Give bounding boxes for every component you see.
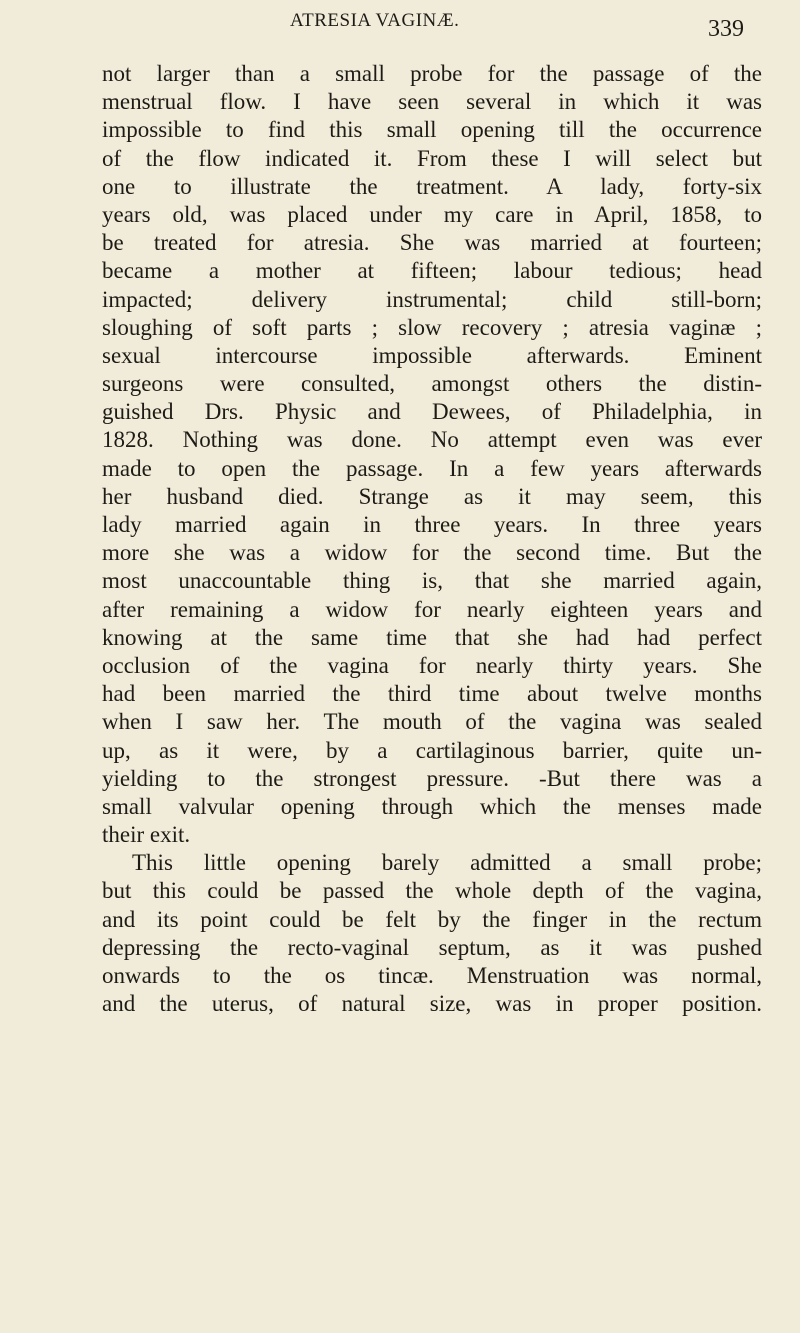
text-line: impacted; delivery instrumental; child still-born; bbox=[102, 286, 762, 312]
text-line: and the uterus, of natural size, was in proper position. bbox=[102, 991, 762, 1017]
text-line: her husband died. Strange as it may seem, this bbox=[102, 483, 762, 509]
text-line: sloughing of soft parts ; slow recovery ; atresia vaginæ ; bbox=[102, 314, 762, 340]
page-number: 339 bbox=[708, 16, 744, 42]
text-line: lady married again in three years. In three years bbox=[102, 512, 762, 537]
text-line: up, as it were, by a cartilaginous barrier, quite un- bbox=[102, 737, 762, 763]
text-line: sexual intercourse impossible afterwards. Eminent bbox=[102, 342, 762, 368]
text-line: made to open the passage. In a few years afterwards bbox=[102, 455, 762, 481]
text-line: but this could be passed the whole depth of the vagina, bbox=[102, 878, 762, 904]
text-line: became a mother at fifteen; labour tedious; head bbox=[102, 258, 762, 284]
text-line: had been married the third time about twelve months bbox=[102, 681, 762, 707]
text-line: years old, was placed under my care in April, 1858, to bbox=[102, 201, 762, 227]
text-line: more she was a widow for the second time. But the bbox=[102, 540, 762, 566]
text-line: menstrual flow. I have seen several in which it was bbox=[102, 89, 762, 115]
text-line: when I saw her. The mouth of the vagina was sealed bbox=[102, 709, 762, 735]
text-line: and its point could be felt by the finger in the rectum bbox=[102, 906, 762, 932]
body-text bbox=[102, 60, 762, 1018]
text-line: surgeons were consulted, amongst others the distin- bbox=[102, 371, 762, 397]
text-line: impossible to find this small opening till the occurrence bbox=[102, 117, 762, 143]
text-line: yielding to the strongest pressure. -But there was a bbox=[102, 765, 762, 791]
text-line: not larger than a small probe for the passage of the bbox=[102, 61, 762, 86]
text-line: be treated for atresia. She was married at fourteen; bbox=[102, 230, 762, 256]
text-line: 1828. Nothing was done. No attempt even was ever bbox=[102, 427, 762, 453]
text-line: most unaccountable thing is, that she married again, bbox=[102, 568, 762, 594]
paragraph-start-line: This little opening barely admitted a small probe; bbox=[132, 850, 762, 876]
text-line: guished Drs. Physic and Dewees, of Philadelphia, in bbox=[102, 399, 762, 425]
running-head bbox=[0, 8, 800, 44]
text-line: one to illustrate the treatment. A lady, forty-six bbox=[102, 173, 762, 199]
text-line: depressing the recto-vaginal septum, as it was pushed bbox=[102, 934, 762, 960]
text-line: occlusion of the vagina for nearly thirty years. She bbox=[102, 652, 762, 678]
paragraph-end-line: their exit. bbox=[102, 822, 191, 848]
text-line: of the flow indicated it. From these I will select but bbox=[102, 145, 762, 171]
text-line: onwards to the os tincæ. Menstruation was normal, bbox=[102, 963, 762, 988]
text-line: after remaining a widow for nearly eighteen years and bbox=[102, 596, 762, 622]
running-title: ATRESIA VAGINÆ. bbox=[290, 10, 460, 31]
text-line: knowing at the same time that she had had perfect bbox=[102, 624, 762, 650]
text-line: small valvular opening through which the menses made bbox=[102, 793, 762, 819]
